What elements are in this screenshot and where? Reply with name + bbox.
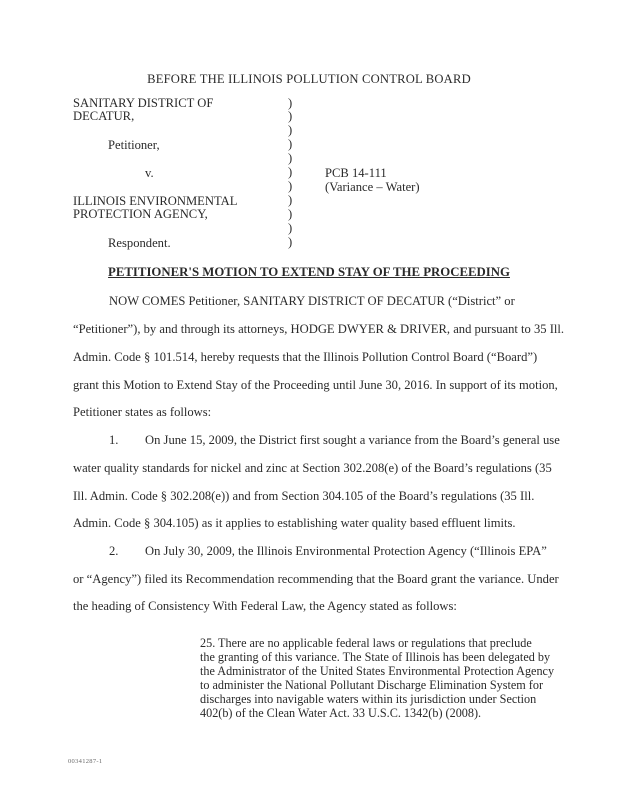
petitioner-role: Petitioner, [108,138,160,152]
para1-line: Admin. Code § 304.105) as it applies to establishing water quality based effluent limits. [73,516,516,530]
paragraph-number: 2. [109,544,119,558]
intro-line: Petitioner states as follows: [73,405,212,419]
respondent-name-line2: PROTECTION AGENCY, [73,207,208,221]
respondent-name-line1: ILLINOIS ENVIRONMENTAL [73,194,238,208]
caption-paren: ) [288,221,293,235]
caption-paren: ) [288,151,293,165]
quote-line: the granting of this variance. The State of Illinois has been delegated by [200,650,551,664]
caption-paren: ) [288,109,293,123]
intro-line: “Petitioner”), by and through its attorneys, HODGE DWYER & DRIVER, and pursuant to 35 Ill. [73,322,565,336]
para2-line: the heading of Consistency With Federal Law, the Agency stated as follows: [73,599,457,613]
caption-paren: ) [288,165,293,179]
para1-line: water quality standards for nickel and zinc at Section 302.208(e) of the Board’s regulations (35 [73,461,552,475]
respondent-role: Respondent. [108,236,171,250]
petitioner-name-line1: SANITARY DISTRICT OF [73,96,214,110]
caption-paren: ) [288,96,293,110]
quote-line: discharges into navigable waters within its jurisdiction under Section [200,692,537,706]
para1-line: On June 15, 2009, the District first sought a variance from the Board’s general use [145,433,560,447]
quote-line: to administer the National Pollutant Discharge Elimination System for [200,678,543,692]
intro-line: grant this Motion to Extend Stay of the Proceeding until June 30, 2016. In support of its motion, [73,378,558,392]
petitioner-name-line2: DECATUR, [73,109,135,123]
caption-paren: ) [288,193,293,207]
motion-title: PETITIONER'S MOTION TO EXTEND STAY OF THE PROCEEDING [108,265,510,279]
quote-line: 402(b) of the Clean Water Act. 33 U.S.C. 1342(b) (2008). [200,706,482,720]
caption-paren: ) [288,179,293,193]
case-number: PCB 14-111 [325,166,387,180]
caption-paren: ) [288,123,293,137]
quote-line: the Administrator of the United States Environmental Protection Agency [200,664,555,678]
caption-paren: ) [288,137,293,151]
document-code: 00341287-1 [68,758,103,765]
case-type: (Variance – Water) [325,180,420,194]
intro-line: NOW COMES Petitioner, SANITARY DISTRICT OF DECATUR (“District” or [109,294,515,308]
quote-line: 25. There are no applicable federal laws or regulations that preclude [200,636,532,650]
intro-line: Admin. Code § 101.514, hereby requests that the Illinois Pollution Control Board (“Board”) [73,350,538,364]
para1-line: Ill. Admin. Code § 302.208(e)) and from Section 304.105 of the Board’s regulations (35 Ill. [73,489,535,503]
versus-label: v. [145,166,154,180]
para2-line: On July 30, 2009, the Illinois Environmental Protection Agency (“Illinois EPA” [145,544,547,558]
caption-paren: ) [288,207,293,221]
para2-line: or “Agency”) filed its Recommendation recommending that the Board grant the variance. Under [73,572,559,586]
board-heading: BEFORE THE ILLINOIS POLLUTION CONTROL BOARD [147,72,471,86]
paragraph-number: 1. [109,433,119,447]
caption-paren: ) [288,235,293,249]
